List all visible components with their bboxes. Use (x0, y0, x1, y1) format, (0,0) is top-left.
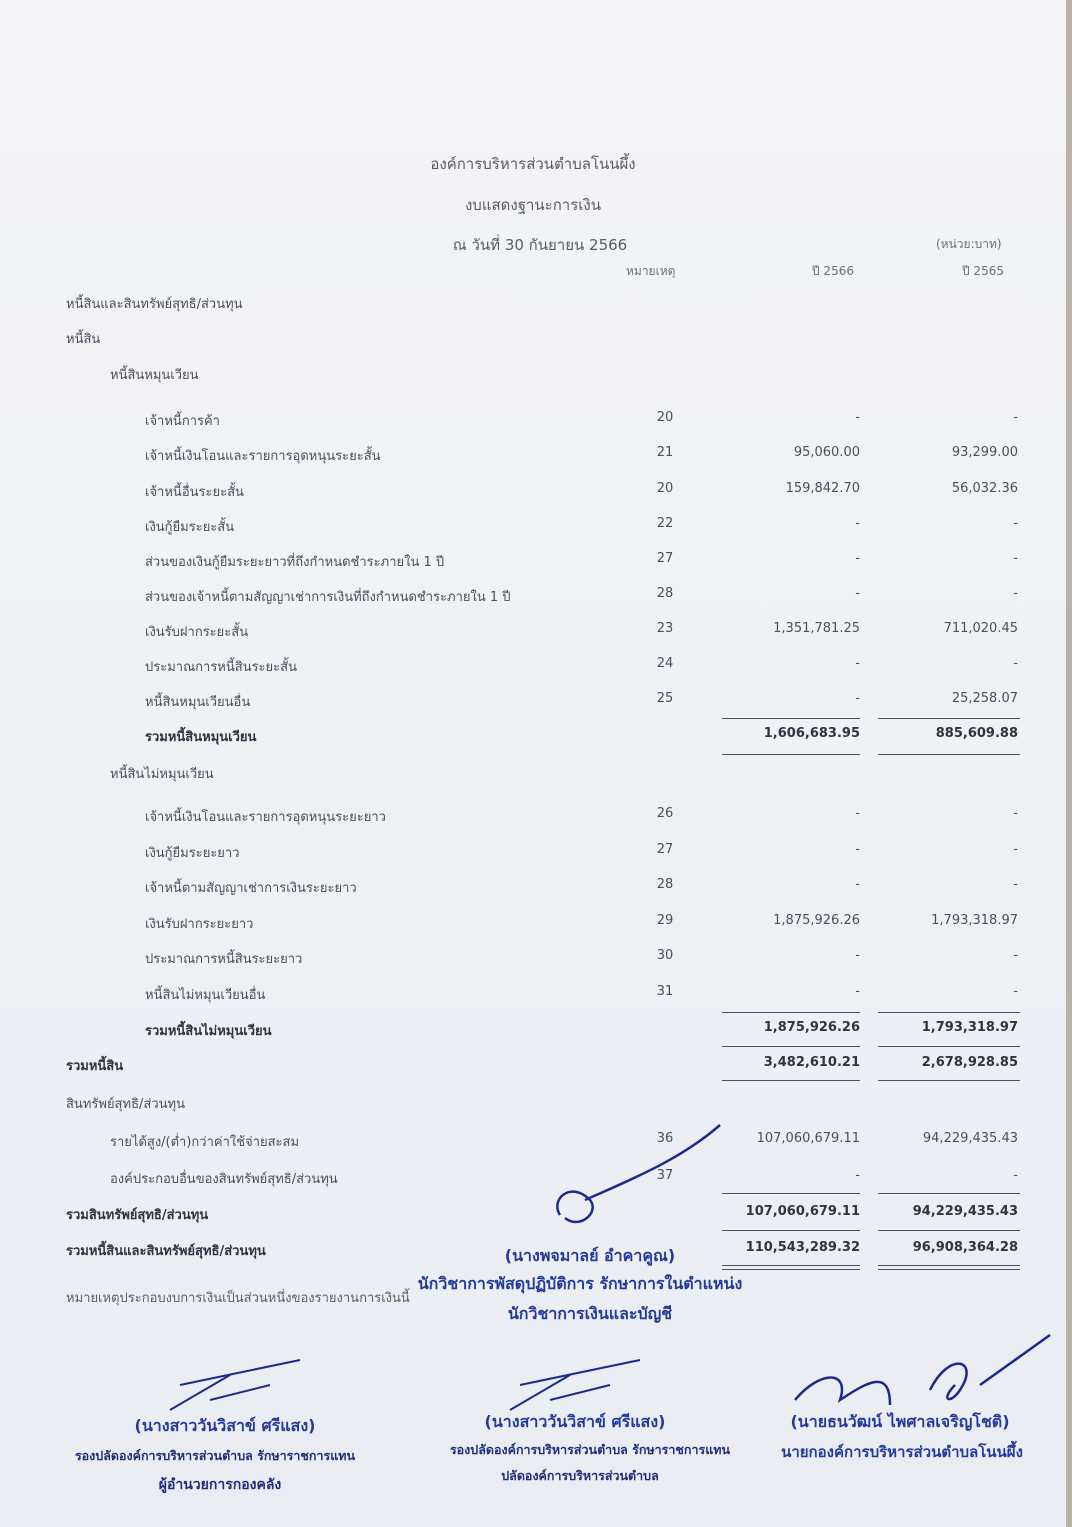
row-value-2565: - (1013, 551, 1018, 566)
statement-title: งบแสดงฐานะการเงิน (464, 196, 601, 214)
row-value-2565: - (1013, 877, 1018, 892)
column-header-2566: ปี 2566 (812, 264, 854, 278)
middle-signer-name: (นางสาววันวิสาข์ ศรีแสง) (484, 1412, 666, 1431)
row-value-2566: 1,606,683.95 (763, 726, 860, 741)
right-signer-name: (นายธนวัฒน์ ไพศาลเจริญโชติ) (790, 1412, 1010, 1431)
row-value-2566: 1,875,926.26 (773, 913, 860, 928)
row-note: 20 (656, 410, 674, 425)
row-label: เจ้าหนี้เงินโอนและรายการอุดหนุนระยะสั้น (145, 449, 381, 464)
rule (878, 754, 1020, 755)
row-note: 24 (656, 656, 674, 671)
row-value-2565: 56,032.36 (951, 481, 1018, 496)
row-value-2566: - (855, 691, 860, 706)
rule (878, 1046, 1020, 1047)
left-signer-title-2: ผู้อำนวยการกองคลัง (158, 1477, 282, 1493)
row-label: หนี้สินไม่หมุนเวียน (110, 767, 214, 782)
rule (722, 718, 860, 719)
row-note: 36 (656, 1131, 674, 1146)
row-value-2565: - (1013, 410, 1018, 425)
table-row (0, 410, 1066, 440)
row-value-2565: - (1013, 948, 1018, 963)
table-row (0, 984, 1066, 1014)
row-label: รวมสินทรัพย์สุทธิ/ส่วนทุน (66, 1208, 209, 1223)
row-value-2565: - (1013, 586, 1018, 601)
row-label: สินทรัพย์สุทธิ/ส่วนทุน (66, 1097, 185, 1112)
row-value-2566: - (855, 806, 860, 821)
row-label: หนี้สินไม่หมุนเวียนอื่น (145, 988, 266, 1003)
row-label: องค์ประกอบอื่นของสินทรัพย์สุทธิ/ส่วนทุน (110, 1172, 338, 1187)
row-note: 30 (656, 948, 674, 963)
preparer-title-2: นักวิชาการเงินและบัญชี (507, 1304, 673, 1323)
row-label: รวมหนี้สินและสินทรัพย์สุทธิ/ส่วนทุน (66, 1244, 266, 1259)
row-note: 26 (656, 806, 674, 821)
double-rule (722, 1269, 860, 1270)
row-note: 22 (656, 516, 674, 531)
rule (878, 718, 1020, 719)
row-label: เจ้าหนี้อื่นระยะสั้น (145, 485, 244, 500)
rule (878, 1230, 1020, 1231)
rule (878, 1193, 1020, 1194)
rule (722, 1012, 860, 1013)
row-label: เงินรับฝากระยะสั้น (145, 625, 249, 640)
row-note: 23 (656, 621, 674, 636)
middle-signer-title-2: ปลัดองค์การบริหารส่วนตำบล (501, 1468, 659, 1483)
table-row (0, 1131, 1066, 1161)
row-value-2566: - (855, 586, 860, 601)
row-value-2565: - (1013, 656, 1018, 671)
preparer-name: (นางพจมาลย์ อำคาคูณ) (504, 1246, 676, 1265)
row-label: รวมหนี้สินไม่หมุนเวียน (145, 1024, 272, 1039)
row-value-2565: 25,258.07 (951, 691, 1018, 706)
table-row (0, 586, 1066, 616)
table-row (0, 842, 1066, 872)
row-value-2566: 107,060,679.11 (756, 1131, 860, 1146)
row-label: ส่วนของเงินกู้ยืมระยะยาวที่ถึงกำหนดชำระภายใน 1 ปี (145, 555, 445, 570)
preparer-title-1: นักวิชาการพัสดุปฏิบัติการ รักษาการในตำแหน่ง (417, 1274, 743, 1293)
left-signer-name: (นางสาววันวิสาข์ ศรีแสง) (134, 1416, 316, 1435)
rule (878, 1012, 1020, 1013)
table-row (0, 913, 1066, 943)
row-value-2565: 93,299.00 (951, 445, 1018, 460)
left-signer-title-1: รองปลัดองค์การบริหารส่วนตำบล รักษาราชการแทน (74, 1448, 356, 1463)
table-row (0, 481, 1066, 511)
row-label: ประมาณการหนี้สินระยะสั้น (145, 660, 297, 675)
row-note: 21 (656, 445, 674, 460)
row-value-2566: - (855, 1168, 860, 1183)
row-label: หนี้สินและสินทรัพย์สุทธิ/ส่วนทุน (66, 297, 243, 312)
rule (722, 1046, 860, 1047)
row-note: 29 (656, 913, 674, 928)
row-value-2566: - (855, 842, 860, 857)
row-value-2566: 3,482,610.21 (763, 1055, 860, 1070)
row-note: 27 (656, 551, 674, 566)
statement-date: ณ วันที่ 30 กันยายน 2566 (452, 236, 628, 254)
row-value-2566: 1,351,781.25 (773, 621, 860, 636)
table-row (0, 806, 1066, 836)
row-value-2566: 1,875,926.26 (763, 1020, 860, 1035)
row-label: ประมาณการหนี้สินระยะยาว (145, 952, 303, 967)
row-value-2566: 95,060.00 (793, 445, 860, 460)
table-row (0, 1093, 1066, 1123)
row-label: รายได้สูง/(ต่ำ)กว่าค่าใช้จ่ายสะสม (110, 1135, 300, 1150)
row-value-2565: 1,793,318.97 (921, 1020, 1018, 1035)
footnote: หมายเหตุประกอบงบการเงินเป็นส่วนหนึ่งของรายงานการเงินนี้ (66, 1291, 410, 1306)
row-label: เงินกู้ยืมระยะสั้น (145, 520, 235, 535)
row-label: เจ้าหนี้ตามสัญญาเช่าการเงินระยะยาว (145, 881, 357, 896)
row-label: หนี้สินหมุนเวียนอื่น (145, 695, 251, 710)
row-value-2565: 94,229,435.43 (912, 1204, 1018, 1219)
table-row (0, 621, 1066, 651)
table-row (0, 551, 1066, 581)
table-row (0, 763, 1066, 793)
row-value-2566: - (855, 551, 860, 566)
unit-label: (หน่วย:บาท) (936, 237, 1002, 251)
row-label: เงินรับฝากระยะยาว (145, 917, 254, 932)
row-value-2566: - (855, 877, 860, 892)
right-signature (780, 1330, 1060, 1420)
row-value-2566: - (855, 516, 860, 531)
table-row (0, 656, 1066, 686)
table-row (0, 293, 1066, 323)
row-label: เงินกู้ยืมระยะยาว (145, 846, 240, 861)
row-value-2565: 94,229,435.43 (922, 1131, 1018, 1146)
rule (878, 1080, 1020, 1081)
row-value-2565: 2,678,928.85 (921, 1055, 1018, 1070)
row-note: 28 (656, 877, 674, 892)
row-note: 20 (656, 481, 674, 496)
rule (722, 754, 860, 755)
row-label: หนี้สินหมุนเวียน (110, 368, 199, 383)
row-value-2566: 159,842.70 (785, 481, 860, 496)
row-note: 37 (656, 1168, 674, 1183)
page-edge (1066, 0, 1072, 1527)
org-name: องค์การบริหารส่วนตำบลโนนผึ้ง (430, 155, 636, 173)
row-label: ส่วนของเจ้าหนี้ตามสัญญาเช่าการเงินที่ถึงกำหนดชำระภายใน 1 ปี (145, 590, 511, 605)
rule (722, 1080, 860, 1081)
double-rule (722, 1265, 860, 1266)
table-row (0, 445, 1066, 475)
row-value-2565: 711,020.45 (943, 621, 1018, 636)
row-value-2566: - (855, 948, 860, 963)
row-value-2566: - (855, 410, 860, 425)
table-row (0, 877, 1066, 907)
preparer-signature (540, 1120, 740, 1240)
row-value-2566: - (855, 656, 860, 671)
row-note: 25 (656, 691, 674, 706)
column-header-note: หมายเหตุ (626, 264, 676, 278)
row-value-2565: - (1013, 842, 1018, 857)
table-row (0, 691, 1066, 721)
row-value-2566: 110,543,289.32 (745, 1240, 860, 1255)
rule (722, 1230, 860, 1231)
row-value-2566: - (855, 984, 860, 999)
row-note: 31 (656, 984, 674, 999)
double-rule (878, 1269, 1020, 1270)
row-value-2566: 107,060,679.11 (745, 1204, 860, 1219)
right-signer-title: นายกองค์การบริหารส่วนตำบลโนนผึ้ง (781, 1443, 1023, 1461)
row-label: รวมหนี้สินหมุนเวียน (145, 730, 257, 745)
row-value-2565: - (1013, 984, 1018, 999)
row-value-2565: 885,609.88 (935, 726, 1018, 741)
row-value-2565: - (1013, 806, 1018, 821)
row-note: 28 (656, 586, 674, 601)
table-row (0, 328, 1066, 358)
row-label: เจ้าหนี้เงินโอนและรายการอุดหนุนระยะยาว (145, 810, 386, 825)
table-row (0, 948, 1066, 978)
row-label: เจ้าหนี้การค้า (145, 414, 220, 429)
row-value-2565: 1,793,318.97 (931, 913, 1018, 928)
table-row (0, 516, 1066, 546)
rule (722, 1193, 860, 1194)
row-label: รวมหนี้สิน (66, 1059, 124, 1074)
row-value-2565: 96,908,364.28 (912, 1240, 1018, 1255)
table-row (0, 364, 1066, 394)
table-row (0, 726, 1066, 756)
column-header-2565: ปี 2565 (962, 264, 1004, 278)
double-rule (878, 1265, 1020, 1266)
row-value-2565: - (1013, 1168, 1018, 1183)
middle-signer-title-1: รองปลัดองค์การบริหารส่วนตำบล รักษาราชการแทน (449, 1442, 731, 1457)
row-note: 27 (656, 842, 674, 857)
row-label: หนี้สิน (66, 332, 101, 347)
row-value-2565: - (1013, 516, 1018, 531)
